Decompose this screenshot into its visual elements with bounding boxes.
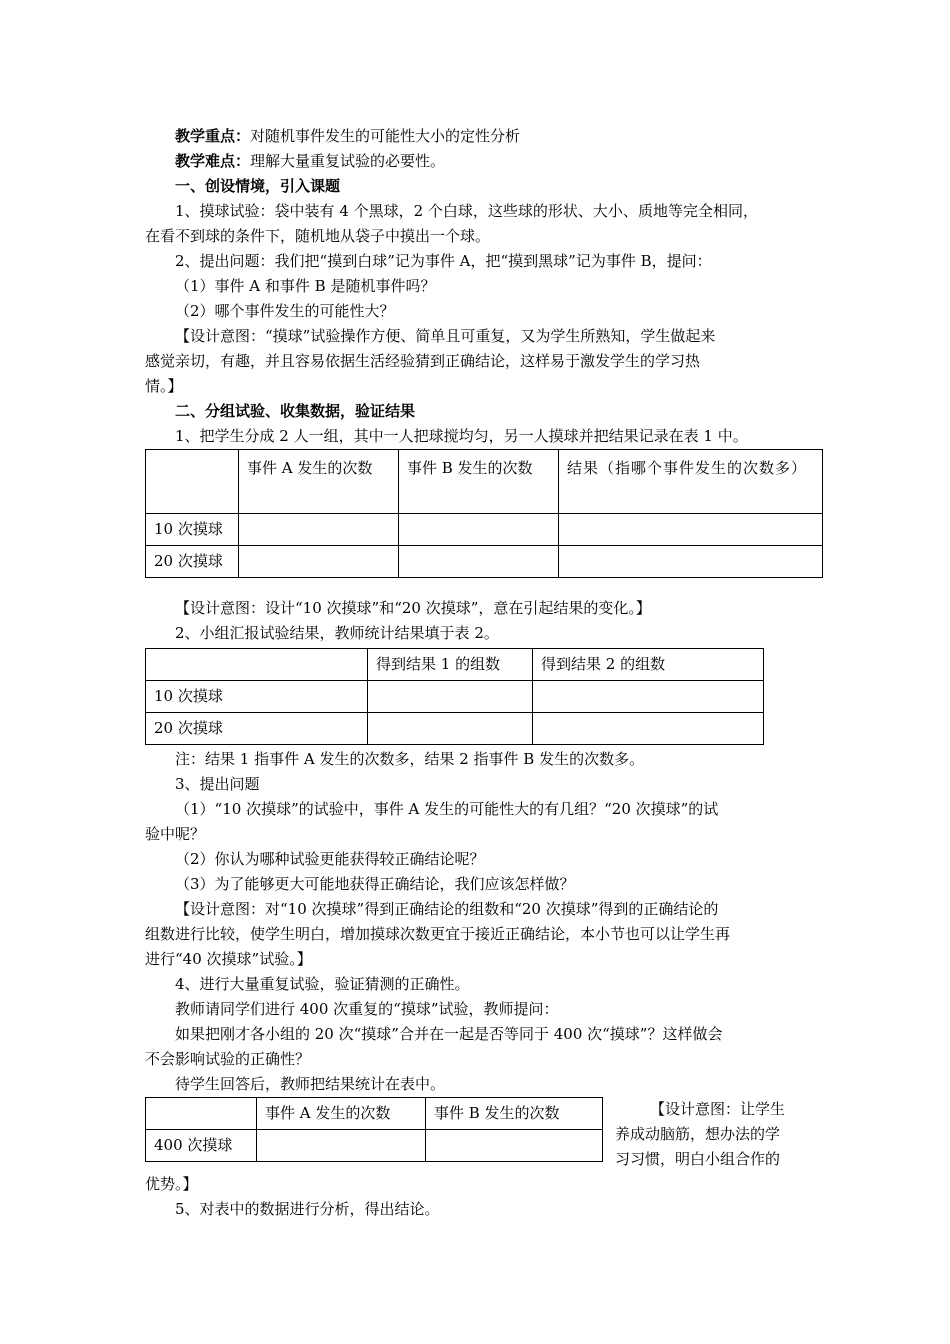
- table-cell: [368, 713, 533, 745]
- table-header-cell: [146, 1098, 257, 1130]
- paragraph: 待学生回答后，教师把结果统计在表中。: [175, 1075, 446, 1093]
- table-header-cell: 得到结果 1 的组数: [368, 649, 533, 681]
- question: （2）哪个事件发生的可能性大？: [175, 302, 395, 320]
- design-intent: 情。】: [145, 377, 183, 395]
- design-intent: 进行“40 次摸球”试验。】: [145, 950, 312, 968]
- teaching-focus: 教学重点：对随机事件发生的可能性大小的定性分析: [175, 127, 521, 145]
- table-cell: [399, 546, 559, 578]
- table-cell: [533, 681, 764, 713]
- question: （3）为了能够更大可能地获得正确结论，我们应该怎样做？: [175, 875, 575, 893]
- table-cell: [239, 514, 399, 546]
- table-cell: [559, 546, 823, 578]
- note: 注：结果 1 指事件 A 发生的次数多，结果 2 指事件 B 发生的次数多。: [175, 750, 645, 768]
- table-row-label: 20 次摸球: [146, 546, 239, 578]
- paragraph: 在看不到球的条件下，随机地从袋子中摸出一个球。: [145, 227, 491, 245]
- table-1: [145, 449, 823, 578]
- paragraph: 教师请同学们进行 400 次重复的“摸球”试验，教师提问：: [175, 1000, 559, 1018]
- table-3: [145, 1097, 603, 1162]
- table-header-cell: 结果（指哪个事件发生的次数多）: [559, 450, 823, 514]
- table-2: [145, 648, 764, 745]
- question: （1）事件 A 和事件 B 是随机事件吗？: [175, 277, 436, 295]
- table-cell: [533, 713, 764, 745]
- side-design-intent: 养成动脑筋，想办法的学: [615, 1125, 781, 1143]
- section-1-title: 一、创设情境，引入课题: [175, 177, 341, 195]
- question: （1）“10 次摸球”的试验中，事件 A 发生的可能性大的有几组？“20 次摸球”的试: [175, 800, 719, 818]
- table-row-label: 20 次摸球: [146, 713, 368, 745]
- paragraph: 4、进行大量重复试验，验证猜测的正确性。: [175, 975, 470, 993]
- side-design-intent: 习习惯，明白小组合作的: [615, 1150, 781, 1168]
- side-design-intent: 优势。】: [145, 1175, 198, 1193]
- paragraph: 5、对表中的数据进行分析，得出结论。: [175, 1200, 440, 1218]
- question: （2）你认为哪种试验更能获得较正确结论呢？: [175, 850, 485, 868]
- table-row-label: 10 次摸球: [146, 681, 368, 713]
- table-header-cell: 事件 B 发生的次数: [426, 1098, 603, 1130]
- table-cell: [426, 1130, 603, 1162]
- table-row-label: 10 次摸球: [146, 514, 239, 546]
- question: 验中呢？: [145, 825, 206, 843]
- paragraph: 1、把学生分成 2 人一组，其中一人把球搅均匀，另一人摸球并把结果记录在表 1 中。: [175, 427, 748, 445]
- table-header-cell: 事件 B 发生的次数: [399, 450, 559, 514]
- paragraph: 1、摸球试验：袋中装有 4 个黑球，2 个白球，这些球的形状、大小、质地等完全相同，: [175, 202, 758, 220]
- design-intent: 【设计意图：“摸球”试验操作方便、简单且可重复，又为学生所熟知，学生做起来: [175, 327, 716, 345]
- teaching-difficulty: 教学难点：理解大量重复试验的必要性。: [175, 152, 446, 170]
- design-intent: 【设计意图：对“10 次摸球”得到正确结论的组数和“20 次摸球”得到的正确结论的: [175, 900, 719, 918]
- paragraph: 不会影响试验的正确性？: [145, 1050, 311, 1068]
- table-cell: [239, 546, 399, 578]
- table-header-cell: 事件 A 发生的次数: [239, 450, 399, 514]
- design-intent: 感觉亲切，有趣，并且容易依据生活经验猜到正确结论，这样易于激发学生的学习热: [145, 352, 701, 370]
- paragraph: 2、提出问题：我们把“摸到白球”记为事件 A，把“摸到黑球”记为事件 B，提问：: [175, 252, 712, 270]
- table-header-cell: [146, 649, 368, 681]
- table-cell: [559, 514, 823, 546]
- table-header-cell: 得到结果 2 的组数: [533, 649, 764, 681]
- table-cell: [399, 514, 559, 546]
- design-intent: 【设计意图：设计“10 次摸球”和“20 次摸球”，意在引起结果的变化。】: [175, 599, 651, 617]
- table-row-label: 400 次摸球: [146, 1130, 257, 1162]
- side-design-intent: 【设计意图：让学生: [650, 1100, 786, 1118]
- paragraph: 2、小组汇报试验结果，教师统计结果填于表 2。: [175, 624, 499, 642]
- table-cell: [368, 681, 533, 713]
- table-header-cell: 事件 A 发生的次数: [257, 1098, 426, 1130]
- paragraph: 3、提出问题: [175, 775, 260, 793]
- paragraph: 如果把刚才各小组的 20 次“摸球”合并在一起是否等同于 400 次“摸球”？这样做会: [175, 1025, 723, 1043]
- section-2-title: 二、分组试验、收集数据，验证结果: [175, 402, 416, 420]
- table-header-cell: [146, 450, 239, 514]
- table-cell: [257, 1130, 426, 1162]
- design-intent: 组数进行比较，使学生明白，增加摸球次数更宜于接近正确结论，本小节也可以让学生再: [145, 925, 731, 943]
